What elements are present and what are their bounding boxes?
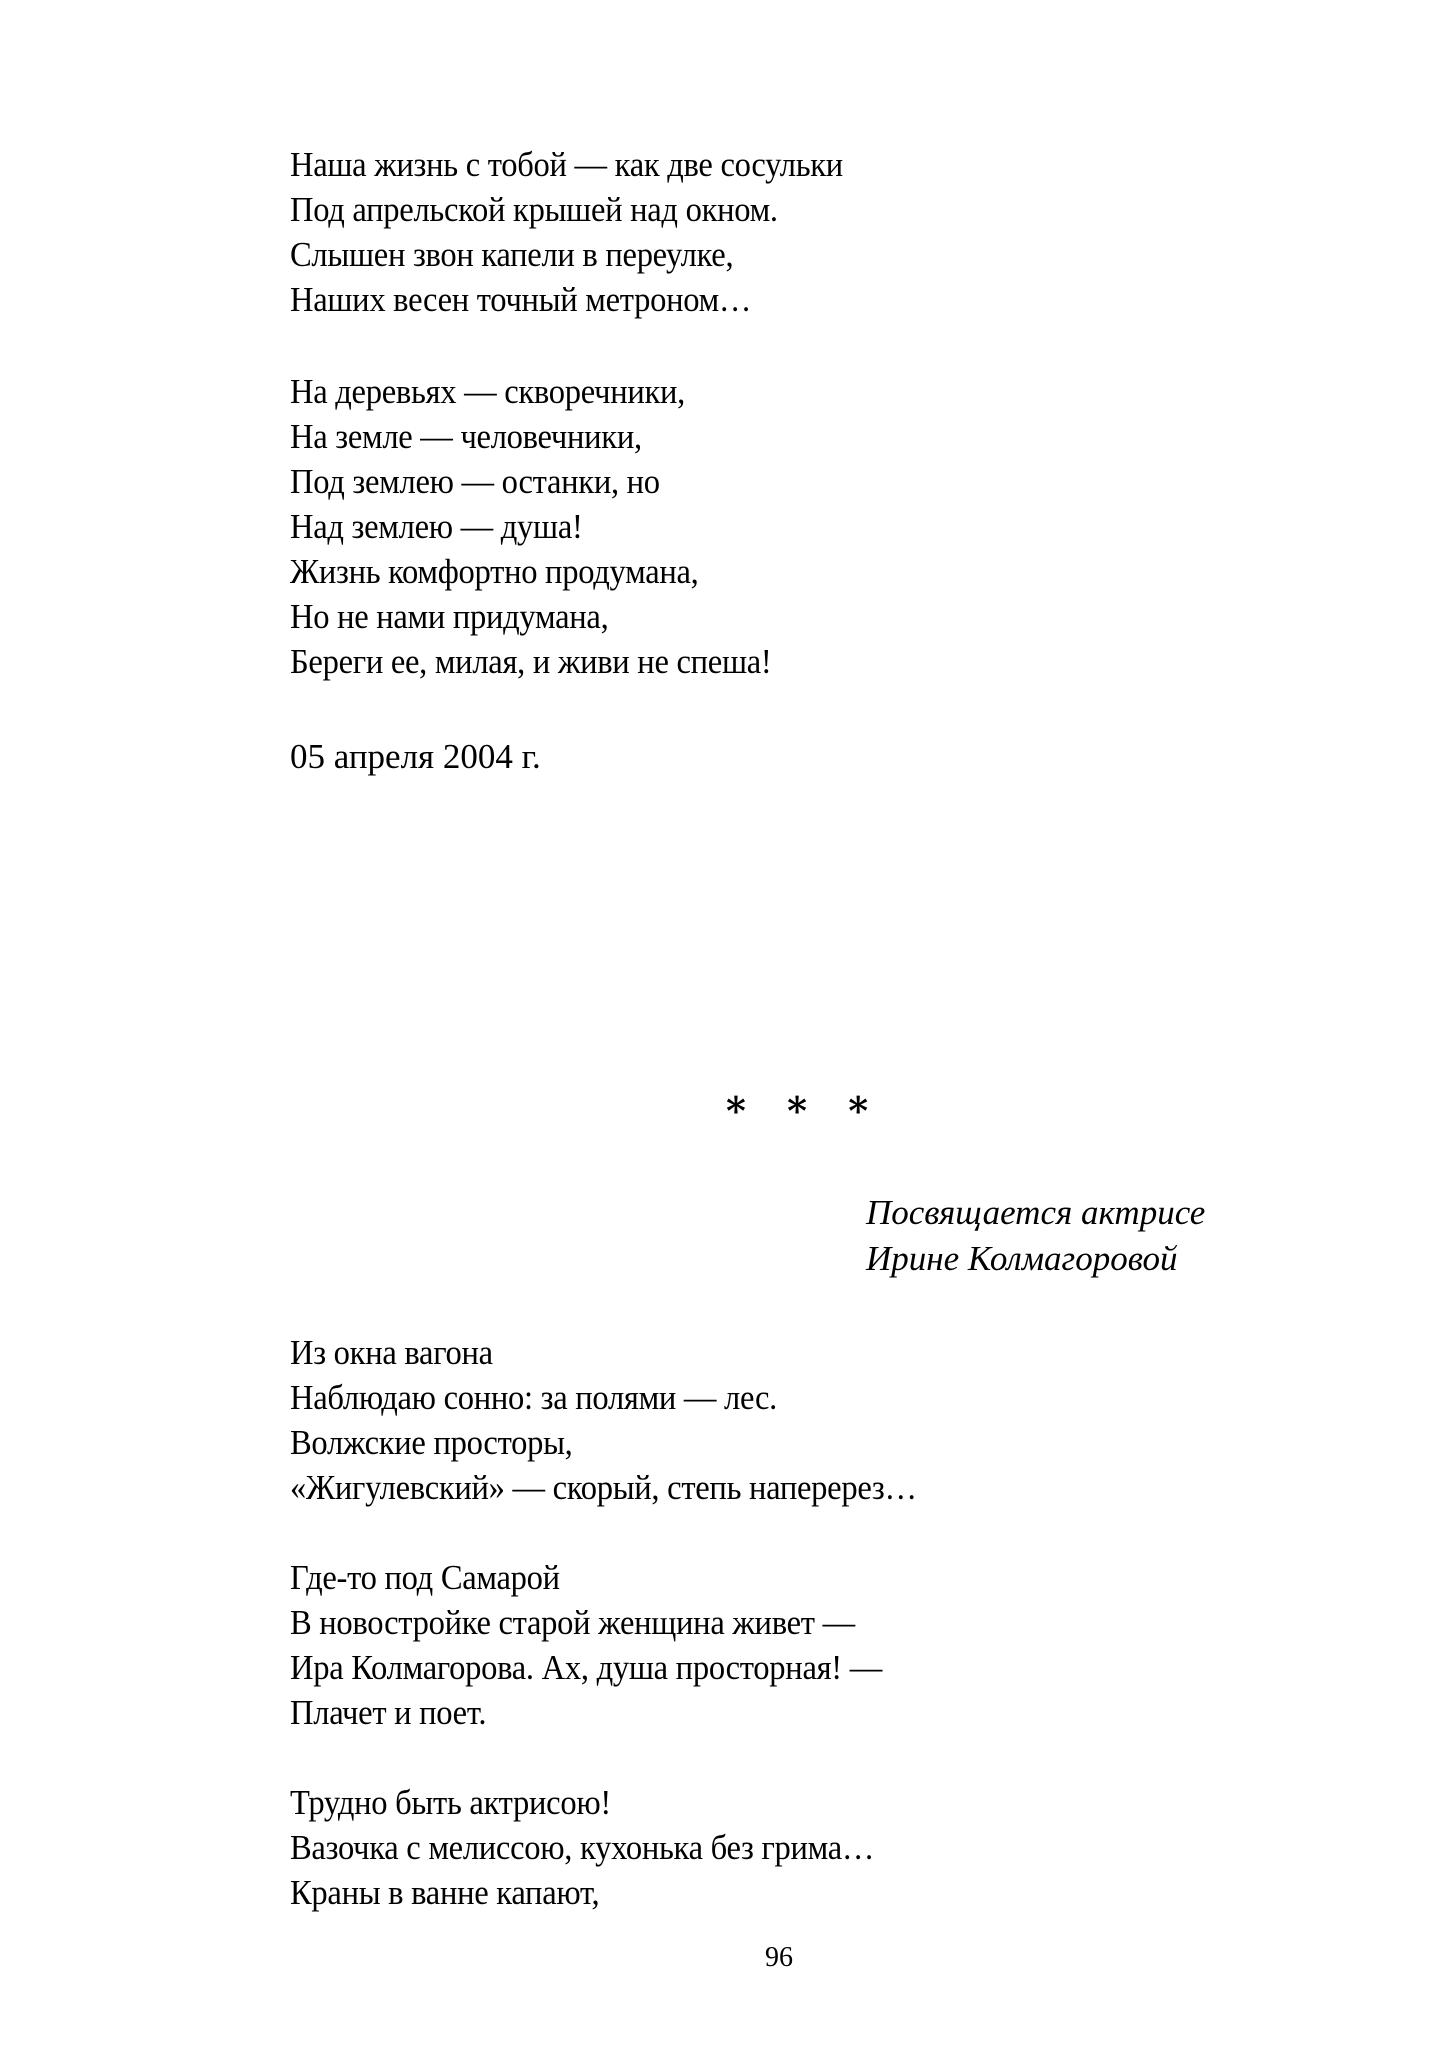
poem1-stanza-2 [290, 369, 808, 684]
poem-line: Над землею — душа! [290, 507, 583, 546]
poem-line: В новостройке старой женщина живет — [290, 1603, 855, 1642]
dedication-line: Посвящается актрисе [866, 1193, 1206, 1232]
poem-line: Слышен звон капели в переулке, [290, 235, 734, 274]
poem-line: Под апрельской крышей над окном. [290, 190, 778, 229]
poem-line: Наших весен точный метроном… [290, 280, 752, 319]
poem-line: Трудно быть актрисою! [290, 1783, 611, 1822]
poem2-stanza-3 [290, 1780, 918, 1915]
page-number: 96 [765, 1942, 793, 1973]
poem-line: Из окна вагона [290, 1333, 493, 1372]
poem-line: Волжские просторы, [290, 1423, 573, 1462]
poem1-date: 05 апреля 2004 г. [290, 737, 541, 776]
poem2-stanza-2 [290, 1555, 927, 1735]
poem-line: На деревьях — скворечники, [290, 372, 686, 411]
poem-line: «Жигулевский» — скорый, степь наперерез… [290, 1468, 917, 1507]
poem-line: Береги ее, милая, и живи не спеша! [290, 642, 772, 681]
poem-line: Ира Колмагорова. Ах, душа просторная! — [290, 1648, 883, 1687]
dedication-line: Ирине Колмагоровой [866, 1239, 1178, 1278]
poem-line: Краны в ванне капают, [290, 1873, 600, 1912]
poem-line: Наша жизнь с тобой — как две сосульки [290, 145, 843, 184]
poem-line: Плачет и поет. [290, 1693, 487, 1732]
section-separator: * * * [726, 1088, 883, 1133]
poem-line: Где-то под Самарой [290, 1558, 560, 1597]
poem-line: Но не нами придумана, [290, 597, 609, 636]
poem2-dedication [866, 1190, 1205, 1282]
poem2-stanza-1 [290, 1330, 964, 1510]
poem-line: Наблюдаю сонно: за полями — лес. [290, 1378, 778, 1417]
poem-line: Вазочка с мелиссою, кухонька без грима… [290, 1828, 875, 1867]
poem-line: Под землею — останки, но [290, 462, 660, 501]
poem1-stanza-1 [290, 142, 885, 322]
poem-line: Жизнь комфортно продумана, [290, 552, 699, 591]
poem-line: На земле — человечники, [290, 417, 642, 456]
